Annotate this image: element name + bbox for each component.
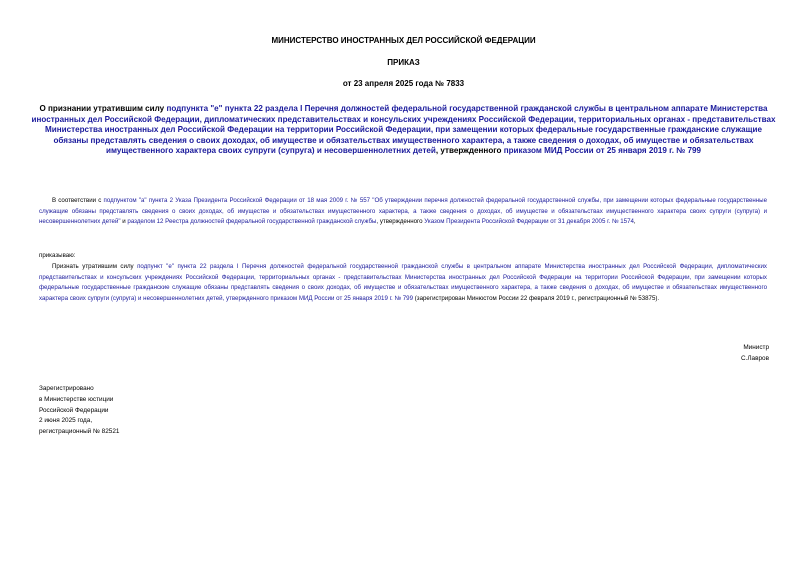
signature-name: С.Лавров bbox=[740, 354, 769, 362]
signature-position: Министр bbox=[743, 344, 769, 351]
registration-line-1: Зарегистрировано bbox=[39, 385, 94, 392]
registration-block bbox=[39, 384, 119, 438]
title-middle: , утвержденного bbox=[435, 146, 504, 156]
p1-text-a: В соответствии с bbox=[52, 197, 104, 204]
registration-line-5: регистрационный № 82521 bbox=[39, 428, 120, 436]
link-decree-1574[interactable]: Указом Президента Российской Федерации от 31 декабря 2005 г. № 1574 bbox=[424, 218, 634, 225]
title-link-order[interactable]: приказом МИД России от 25 января 2019 г. № 799 bbox=[503, 146, 701, 156]
link-decree-557[interactable]: подпунктом "а" пункта 2 Указа Президента Российской Федерации от 18 мая 2009 г. № 557 "Об утверждении перечня должностей федеральной государственной службы, при замещении которых федеральные государственные служащие обязаны представлять сведения о своих доходах, об имуществе и обязательствах имущественного характера, а также сведения о доходах, об имуществе и обязательствах имущественного характера своих супруги (супруга) и несовершеннолетних детей" bbox=[39, 197, 767, 225]
signature-block bbox=[741, 343, 769, 364]
registration-line-2: в Министерстве юстиции bbox=[39, 395, 114, 403]
registration-line-3: Российской Федерации bbox=[39, 406, 109, 414]
title-prefix: О признании утратившим силу bbox=[39, 104, 167, 113]
p1-text-c: , утвержденного bbox=[376, 218, 425, 225]
p2-text-a: Признать утратившим силу bbox=[52, 263, 138, 270]
link-subclause-e[interactable]: подпункт "е" пункта 22 раздела I Перечня должностей федеральной государственной гражданской службы в центральном аппарате Министерства иностранных дел Российской Федерации, дипломатических представительствах и консульских учреждениях Российской Федерации, территориальных органах - представительствах Министерства иностранных дел Российской Федерации на территории Российской Федерации, при замещении которых федеральные государственные гражданские служащие обязаны представлять сведения о своих доходах, об имуществе и обязательствах имущественного характера, а также сведения о доходах, об имуществе и обязательствах имущественного характера своих супруги (супруга) и несовершеннолетних детей, утвержденного приказом МИД России от 25 января 2019 г. № 799 bbox=[39, 263, 767, 302]
p2-text-b: (зарегистрирован Минюстом России 22 февраля 2019 г., регистрационный № 53875). bbox=[413, 294, 660, 302]
ministry-name: МИНИСТЕРСТВО ИНОСТРАННЫХ ДЕЛ РОССИЙСКОЙ ФЕДЕРАЦИИ bbox=[271, 36, 536, 45]
link-registry-section-12[interactable]: разделом 12 Реестра должностей федеральной государственной гражданской службы bbox=[127, 218, 377, 225]
title-link-list[interactable]: подпункта "е" пункта 22 раздела I Перечня должностей федеральной государственной гражданской службы в центральном аппарате Министерства иностранных дел Российской Федерации, дипломатических представительствах и консульских учреждениях Российской Федерации, территориальных органах - представительствах Министерства иностранных дел Российской Федерации на территории Российской Федерации, при замещении которых федеральные государственные гражданские служащие обязаны представлять сведения о своих доходах, об имуществе и обязательствах имущественного характера, а также сведения о доходах, об имуществе и обязательствах имущественного характера своих супруги (супруга) и несовершеннолетних детей bbox=[31, 104, 776, 156]
document-type: ПРИКАЗ bbox=[387, 58, 420, 67]
registration-line-4: 2 июня 2025 года, bbox=[39, 417, 93, 425]
paragraph-decision bbox=[39, 262, 767, 304]
p1-text-b: и bbox=[120, 218, 128, 225]
p1-text-d: , bbox=[633, 218, 636, 225]
document-date-number: от 23 апреля 2025 года № 7833 bbox=[342, 79, 465, 88]
order-verb: приказываю: bbox=[39, 252, 76, 259]
paragraph-basis bbox=[39, 196, 767, 228]
document-title bbox=[30, 104, 777, 157]
